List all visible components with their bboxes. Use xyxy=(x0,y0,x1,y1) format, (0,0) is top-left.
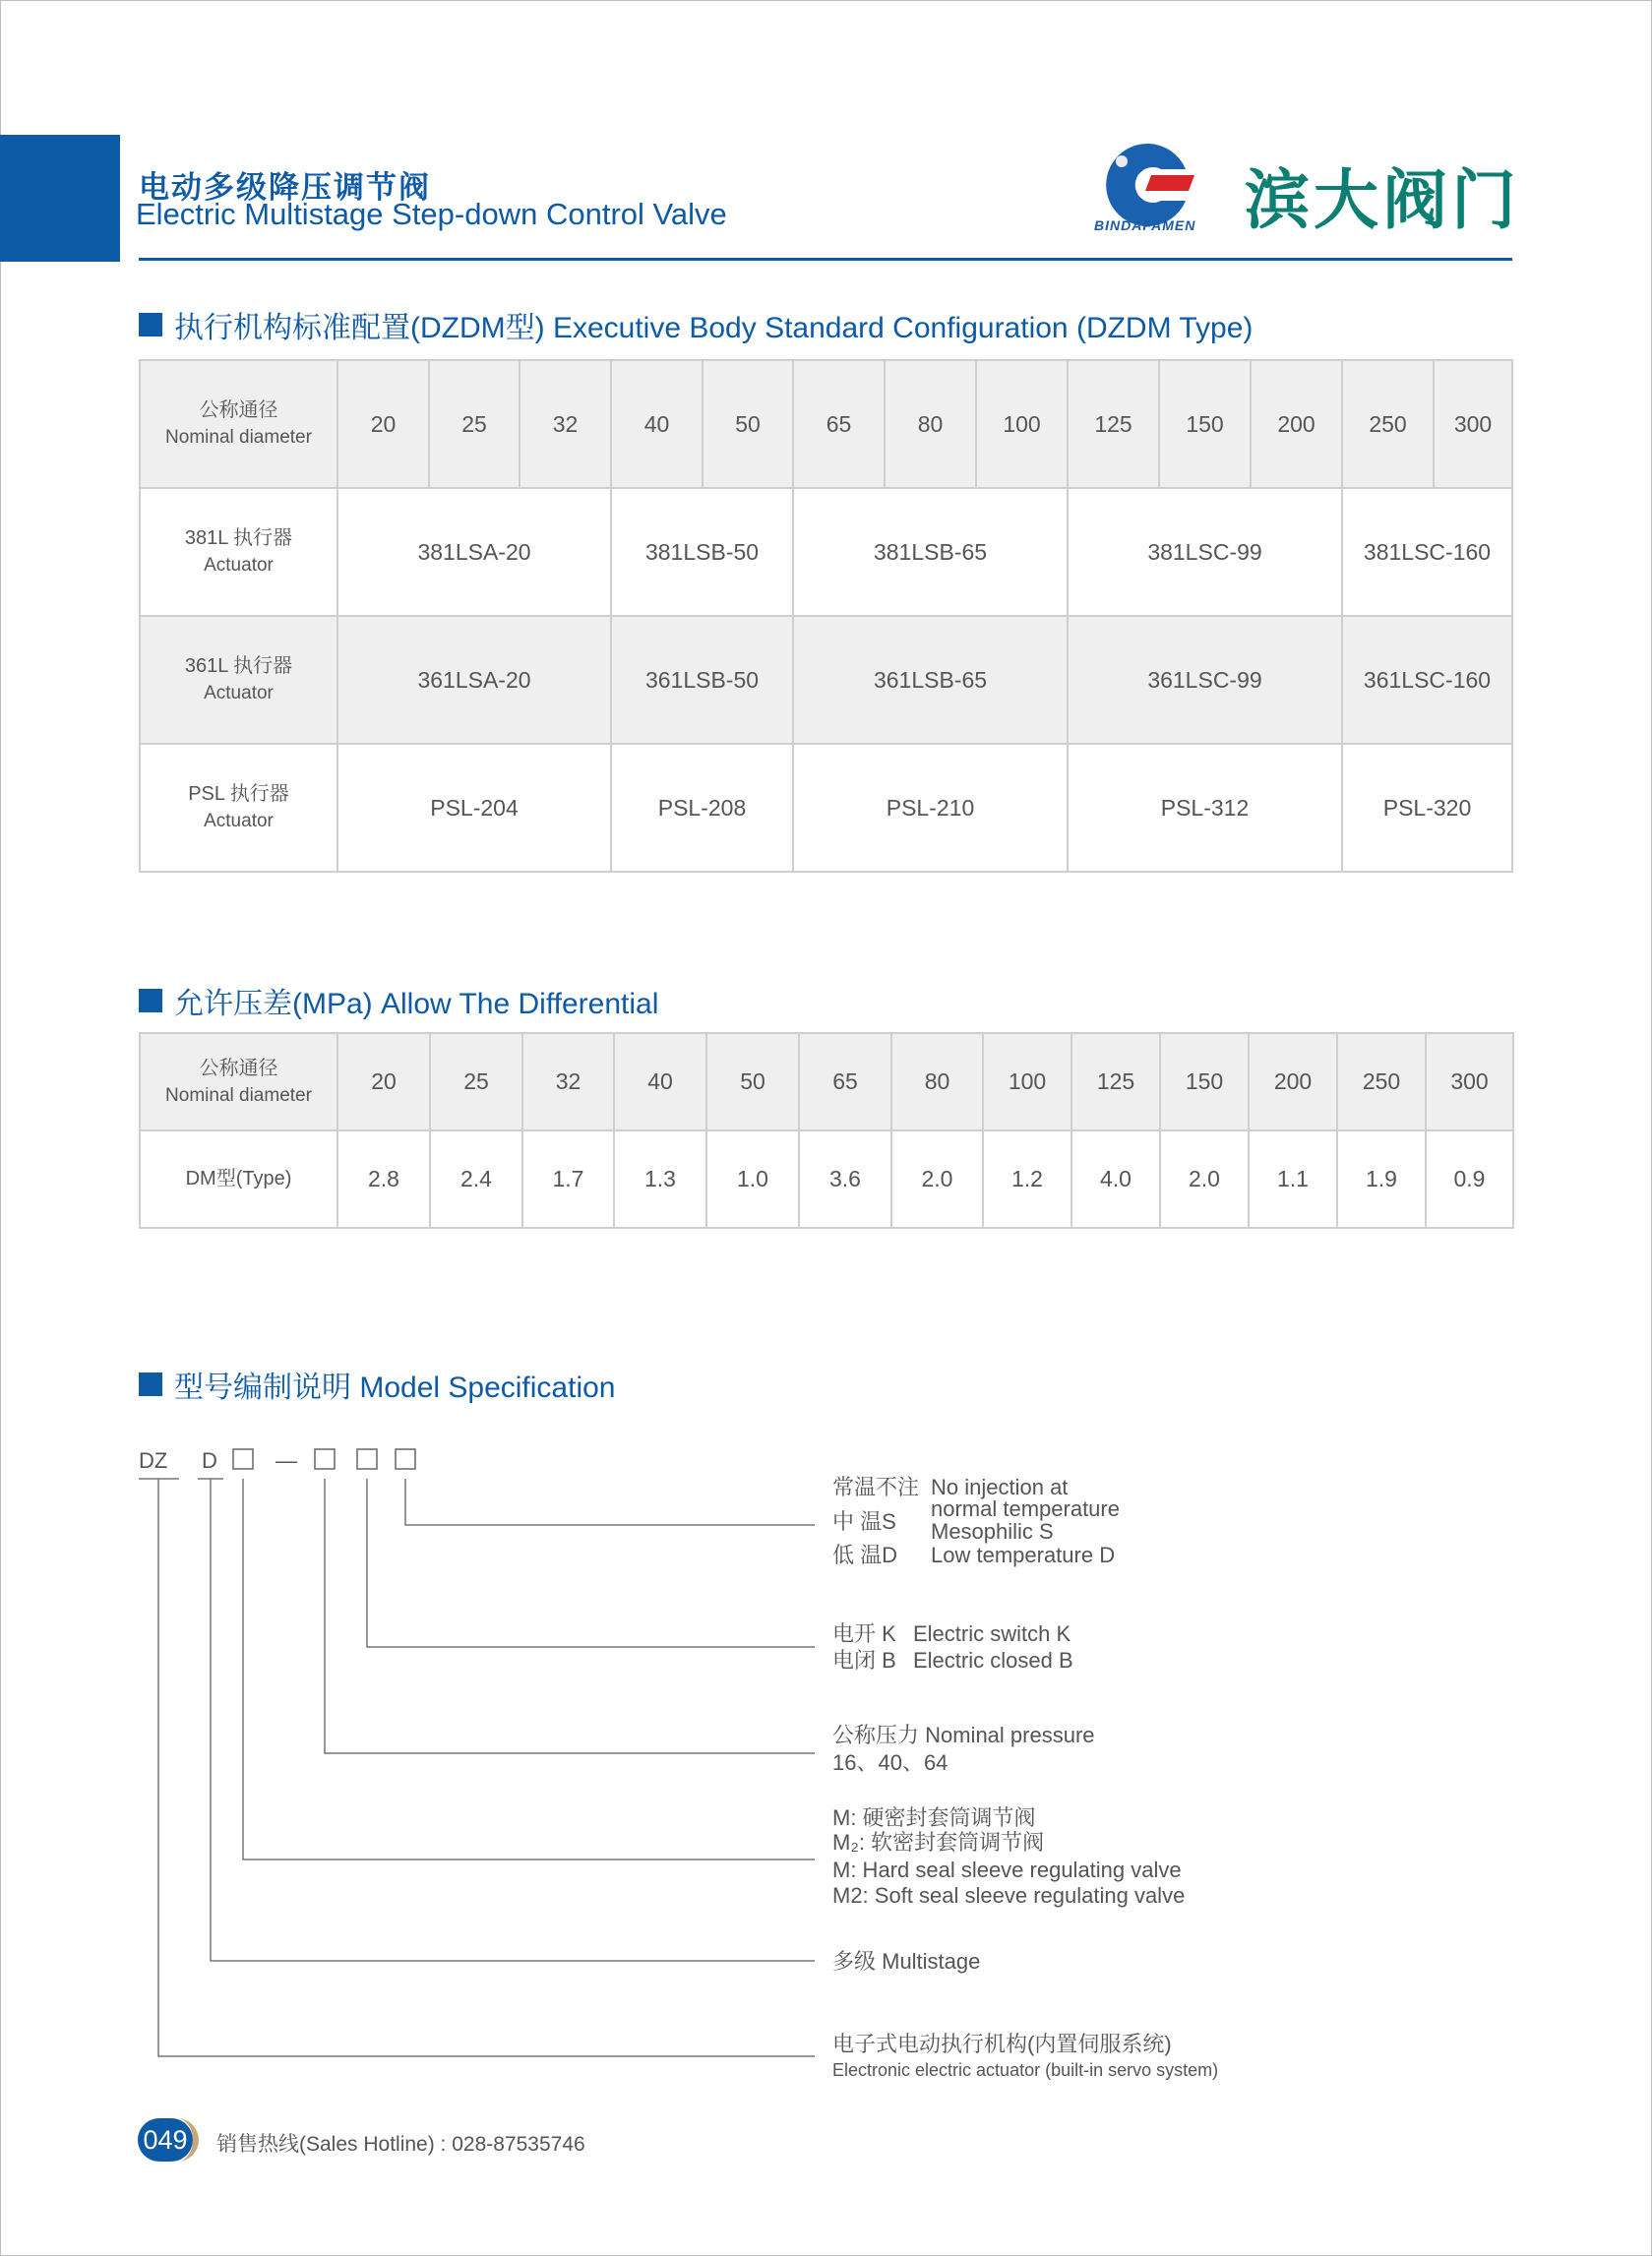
page-title-en: Electric Multistage Step-down Control Valve xyxy=(136,197,727,231)
value-cell: 1.9 xyxy=(1337,1130,1426,1228)
value-cell: 2.0 xyxy=(891,1130,983,1228)
actuator-cell: 381LSA-20 xyxy=(337,488,611,616)
switch-open-en: Electric switch K xyxy=(913,1621,1071,1646)
actuator-cell: PSL-208 xyxy=(611,744,793,872)
diameter-cell: 65 xyxy=(793,360,885,488)
pressure-label: 公称压力 Nominal pressure xyxy=(832,1723,1095,1747)
code-slot-box xyxy=(357,1449,377,1469)
header-cell: 公称通径 Nominal diameter xyxy=(140,1033,337,1130)
diameter-cell: 40 xyxy=(611,360,703,488)
seal-m2-cn: M₂: 软密封套筒调节阀 xyxy=(832,1830,1045,1855)
diameter-cell: 250 xyxy=(1342,360,1434,488)
row-label: DM型(Type) xyxy=(140,1130,337,1228)
temp-normal-en-1: No injection at xyxy=(931,1475,1069,1499)
diameter-cell: 65 xyxy=(799,1033,891,1130)
diameter-cell: 80 xyxy=(891,1033,983,1130)
value-cell: 3.6 xyxy=(799,1130,891,1228)
value-cell: 2.0 xyxy=(1160,1130,1249,1228)
leader-line xyxy=(158,1479,815,2056)
diameter-cell: 25 xyxy=(429,360,520,488)
brand-name: 滨大阀门 xyxy=(1245,162,1520,238)
diameter-cell: 32 xyxy=(520,360,611,488)
diameter-cell: 25 xyxy=(430,1033,522,1130)
seal-m2-en: M2: Soft seal sleeve regulating valve xyxy=(832,1883,1186,1908)
header-cell: 公称通径 Nominal diameter xyxy=(140,360,337,488)
code-dash: — xyxy=(275,1448,297,1473)
seal-m-cn: M: 硬密封套筒调节阀 xyxy=(832,1805,1036,1830)
code-slot-box xyxy=(396,1449,415,1469)
value-cell: 0.9 xyxy=(1426,1130,1513,1228)
value-cell: 1.1 xyxy=(1249,1130,1337,1228)
row-label: 381L 执行器 Actuator xyxy=(140,488,337,616)
temp-meso-cn: 中 温S xyxy=(832,1509,896,1534)
row-label: 361L 执行器 Actuator xyxy=(140,616,337,744)
actuator-cell: PSL-312 xyxy=(1068,744,1342,872)
page-number: 049 xyxy=(143,2124,188,2155)
leader-line xyxy=(367,1479,815,1647)
leader-line xyxy=(211,1479,815,1961)
actuator-cell: 361LSB-50 xyxy=(611,616,793,744)
switch-closed-en: Electric closed B xyxy=(913,1648,1073,1673)
pressure-values: 16、40、64 xyxy=(832,1750,948,1775)
switch-open-cn: 电开 K xyxy=(832,1621,896,1646)
section1-title-text: 执行机构标准配置(DZDM型) Executive Body Standard Configuration (DZDM Type) xyxy=(174,312,1254,344)
temp-low-en: Low temperature D xyxy=(931,1543,1116,1567)
actuator-cell: 361LSB-65 xyxy=(793,616,1068,744)
temp-meso-en: Mesophilic S xyxy=(931,1519,1054,1544)
section2-title-text: 允许压差(MPa) Allow The Differential xyxy=(174,988,659,1020)
diameter-cell: 200 xyxy=(1249,1033,1337,1130)
actuator-cell: 361LSC-160 xyxy=(1342,616,1512,744)
diameter-cell: 80 xyxy=(885,360,976,488)
value-cell: 4.0 xyxy=(1071,1130,1160,1228)
value-cell: 1.3 xyxy=(614,1130,706,1228)
code-d: D xyxy=(202,1448,217,1473)
diameter-cell: 150 xyxy=(1160,1033,1249,1130)
diameter-cell: 40 xyxy=(614,1033,706,1130)
temp-normal-en-2: normal temperature xyxy=(931,1496,1120,1521)
actuator-cn: 电子式电动执行机构(内置伺服系统) xyxy=(832,2032,1172,2056)
diameter-cell: 50 xyxy=(706,1033,799,1130)
code-dz: DZ xyxy=(139,1448,168,1473)
diameter-cell: 200 xyxy=(1251,360,1342,488)
diameter-cell: 100 xyxy=(976,360,1068,488)
actuator-cell: 381LSC-160 xyxy=(1342,488,1512,616)
value-cell: 1.2 xyxy=(983,1130,1071,1228)
temp-normal-cn: 常温不注 xyxy=(832,1475,920,1499)
temp-low-cn: 低 温D xyxy=(832,1543,898,1567)
value-cell: 2.8 xyxy=(337,1130,430,1228)
diameter-cell: 32 xyxy=(522,1033,614,1130)
value-cell: 1.0 xyxy=(706,1130,799,1228)
switch-closed-cn: 电闭 B xyxy=(832,1648,896,1673)
row-label: PSL 执行器 Actuator xyxy=(140,744,337,872)
diameter-cell: 100 xyxy=(983,1033,1071,1130)
actuator-en: Electronic electric actuator (built-in servo system) xyxy=(832,2060,1219,2080)
leader-line xyxy=(325,1479,815,1753)
value-cell: 2.4 xyxy=(430,1130,522,1228)
leader-line xyxy=(405,1479,815,1525)
actuator-cell: 361LSC-99 xyxy=(1068,616,1342,744)
actuator-cell: 361LSA-20 xyxy=(337,616,611,744)
leader-line xyxy=(243,1479,815,1860)
diameter-cell: 125 xyxy=(1068,360,1159,488)
sales-hotline: 销售热线(Sales Hotline) : 028-87535746 xyxy=(216,2133,585,2156)
actuator-cell: PSL-320 xyxy=(1342,744,1512,872)
diameter-cell: 300 xyxy=(1426,1033,1513,1130)
diameter-cell: 300 xyxy=(1434,360,1512,488)
diameter-cell: 20 xyxy=(337,1033,430,1130)
code-slot-box xyxy=(233,1449,253,1469)
actuator-cell: PSL-210 xyxy=(793,744,1068,872)
logo-text: BINDAFAMEN xyxy=(1094,217,1196,233)
section3-title-text: 型号编制说明 Model Specification xyxy=(174,1372,616,1404)
actuator-cell: 381LSB-50 xyxy=(611,488,793,616)
page-title-cn: 电动多级降压调节阀 xyxy=(139,170,431,206)
actuator-cell: 381LSC-99 xyxy=(1068,488,1342,616)
actuator-cell: 381LSB-65 xyxy=(793,488,1068,616)
page-number-badge xyxy=(138,2118,193,2162)
code-slot-box xyxy=(315,1449,335,1469)
diameter-cell: 150 xyxy=(1159,360,1251,488)
diameter-cell: 125 xyxy=(1071,1033,1160,1130)
seal-m-en: M: Hard seal sleeve regulating valve xyxy=(832,1858,1182,1882)
diameter-cell: 250 xyxy=(1337,1033,1426,1130)
diameter-cell: 50 xyxy=(703,360,793,488)
multistage-label: 多级 Multistage xyxy=(832,1949,981,1974)
diameter-cell: 20 xyxy=(337,360,429,488)
actuator-cell: PSL-204 xyxy=(337,744,611,872)
value-cell: 1.7 xyxy=(522,1130,614,1228)
